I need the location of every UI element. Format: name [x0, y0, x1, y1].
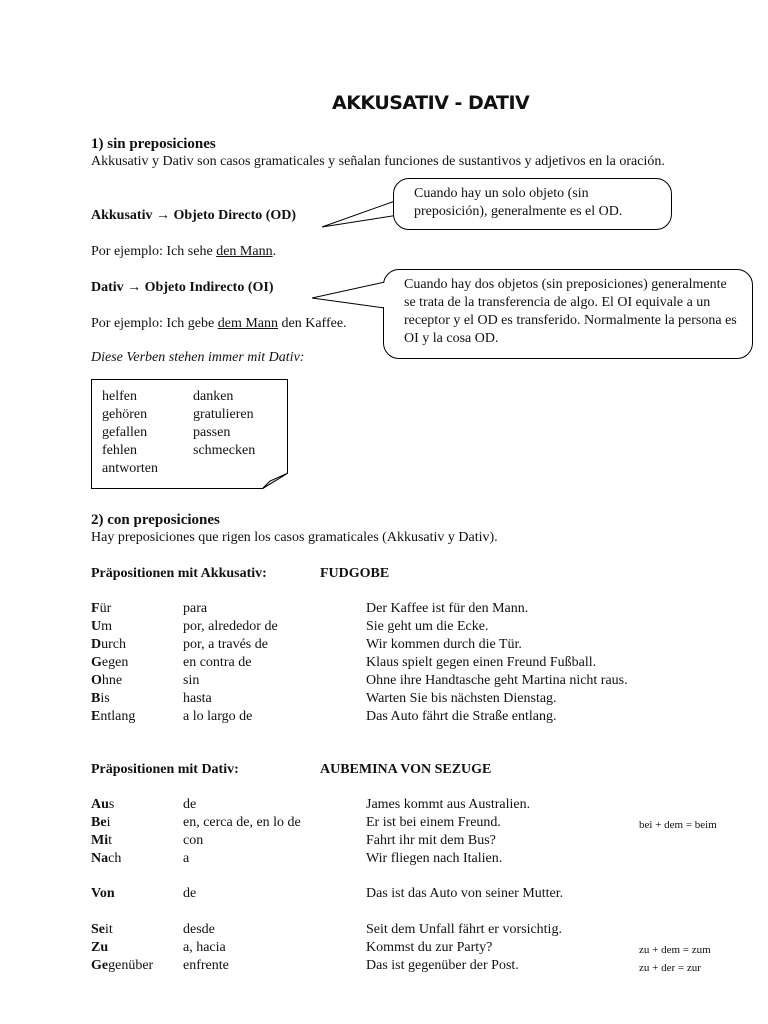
akk-example-suffix: . [272, 244, 277, 259]
preposition-bold-part: U [91, 619, 102, 634]
dat-mnemonic: AUBEMINA VON SEZUGE [320, 762, 492, 777]
callout-bubble-2 [383, 269, 753, 359]
section2-heading: 2) con preposiciones [91, 512, 220, 528]
contraction-note: bei + dem = beim [639, 819, 717, 831]
preposition-meaning: sin [183, 673, 200, 688]
preposition [91, 618, 112, 636]
preposition [91, 690, 110, 708]
preposition-meaning: para [183, 601, 208, 616]
dativ-target: Objeto Indirecto (OI) [144, 280, 274, 295]
preposition-bold-part: Ge [91, 958, 109, 973]
preposition-bold-part: Au [91, 797, 109, 812]
akkusativ-target: Objeto Directo (OD) [173, 208, 297, 223]
akkusativ-label: Akkusativ [91, 208, 153, 223]
preposition-bold-part: Mi [91, 833, 109, 848]
section2-intro: Hay preposiciones que rigen los casos gramaticales (Akkusativ y Dativ). [91, 530, 498, 545]
preposition-bold-part: Von [91, 886, 115, 901]
preposition-meaning: en, cerca de, en lo de [183, 815, 301, 830]
preposition-rest: it [105, 922, 113, 937]
preposition-rest: urch [101, 637, 127, 652]
preposition-rest: t [108, 833, 112, 848]
preposition [91, 939, 108, 957]
preposition-example: Warten Sie bis nächsten Dienstag. [366, 691, 557, 706]
preposition-meaning: a lo largo de [183, 709, 253, 724]
preposition-example: James kommt aus Australien. [366, 797, 531, 812]
preposition [91, 672, 122, 690]
preposition-meaning: a [183, 851, 190, 866]
preposition-meaning: de [183, 886, 197, 901]
contraction-note: zu + der = zur [639, 962, 701, 974]
callout-bubble-1 [393, 178, 672, 230]
preposition-bold-part: F [91, 601, 100, 616]
preposition-example: Sie geht um die Ecke. [366, 619, 489, 634]
preposition-meaning: a, hacia [183, 940, 226, 955]
verb-item: gefallen [102, 425, 148, 440]
preposition [91, 600, 111, 618]
contraction-note: zu + dem = zum [639, 944, 711, 956]
preposition-bold-part: Be [91, 815, 107, 830]
preposition [91, 654, 128, 672]
preposition-rest: is [100, 691, 110, 706]
preposition-example: Fahrt ihr mit dem Bus? [366, 833, 496, 848]
verb-item: antworten [102, 461, 158, 476]
preposition-example: Seit dem Unfall fährt er vorsichtig. [366, 922, 562, 937]
preposition-bold-part: Na [91, 851, 109, 866]
preposition-bold-part: O [91, 673, 102, 688]
preposition-bold-part: Zu [91, 940, 109, 955]
preposition [91, 921, 113, 939]
preposition-bold-part: B [91, 691, 101, 706]
akkusativ-example [91, 243, 276, 261]
akk-prep-heading: Präpositionen mit Akkusativ: [91, 566, 267, 581]
verb-item: gratulieren [193, 407, 254, 422]
dativ-verbs-note [91, 379, 288, 489]
preposition-bold-part: Se [91, 922, 105, 937]
preposition-rest: m [101, 619, 113, 634]
callout-bubble-2-text: Cuando hay dos objetos (sin preposiciones) generalmente se trata de la transferencia de algo. El OI equivale a un receptor y el OD es transferido. Normalmente la persona es OI y la cosa OD. [404, 277, 737, 346]
preposition [91, 885, 115, 903]
callout-bubble-1-text: Cuando hay un solo objeto (sin preposición), generalmente es el OD. [414, 186, 623, 219]
preposition-meaning: con [183, 833, 204, 848]
preposition-rest: ch [108, 851, 122, 866]
folded-corner-icon [262, 473, 288, 489]
page-title: AKKUSATIV - DATIV [332, 92, 530, 114]
akk-example-underlined: den Mann [216, 244, 273, 259]
preposition-example: Wir kommen durch die Tür. [366, 637, 522, 652]
preposition [91, 636, 126, 654]
dativ-rule [91, 279, 274, 297]
verbs-column-2 [193, 388, 255, 460]
arrow-right-icon: → [127, 280, 142, 295]
preposition [91, 796, 114, 814]
preposition [91, 832, 112, 850]
preposition-rest: i [106, 815, 111, 830]
preposition-example: Das ist gegenüber der Post. [366, 958, 519, 973]
preposition-meaning: por, a través de [183, 637, 268, 652]
dat-example-underlined: dem Mann [217, 316, 279, 331]
verb-item: gehören [102, 407, 148, 422]
verbs-intro: Diese Verben stehen immer mit Dativ: [91, 350, 305, 365]
verb-item: helfen [102, 389, 137, 404]
dativ-label: Dativ [91, 280, 124, 295]
preposition-meaning: en contra de [183, 655, 252, 670]
preposition-example: Wir fliegen nach Italien. [366, 851, 503, 866]
preposition-meaning: hasta [183, 691, 212, 706]
preposition-example: Ohne ihre Handtasche geht Martina nicht raus. [366, 673, 628, 688]
verb-item: schmecken [193, 443, 256, 458]
dat-example-prefix: Por ejemplo: Ich gebe [91, 316, 218, 331]
preposition-rest: egen [101, 655, 129, 670]
preposition [91, 814, 110, 832]
preposition [91, 708, 135, 726]
dat-example-suffix: den Kaffee. [278, 316, 347, 331]
verb-item: passen [193, 425, 231, 440]
arrow-right-icon: → [155, 208, 170, 223]
preposition [91, 850, 121, 868]
preposition-example: Das Auto fährt die Straße entlang. [366, 709, 557, 724]
preposition-example: Kommst du zur Party? [366, 940, 493, 955]
preposition-bold-part: E [91, 709, 101, 724]
preposition-bold-part: D [91, 637, 102, 652]
preposition-rest: ntlang [100, 709, 136, 724]
preposition-rest: ür [99, 601, 112, 616]
akkusativ-rule [91, 207, 296, 225]
akk-example-prefix: Por ejemplo: Ich sehe [91, 244, 217, 259]
verbs-column-1 [102, 388, 158, 478]
verb-item: danken [193, 389, 234, 404]
preposition-rest: hne [101, 673, 123, 688]
preposition-example: Der Kaffee ist für den Mann. [366, 601, 529, 616]
section1-intro: Akkusativ y Dativ son casos gramaticales y señalan funciones de sustantivos y adjetivos en la oración. [91, 154, 665, 169]
preposition-example: Das ist das Auto von seiner Mutter. [366, 886, 564, 901]
section1-heading: 1) sin preposiciones [91, 136, 216, 152]
preposition-bold-part: G [91, 655, 102, 670]
preposition-meaning: por, alrededor de [183, 619, 278, 634]
preposition-example: Klaus spielt gegen einen Freund Fußball. [366, 655, 597, 670]
preposition-meaning: de [183, 797, 197, 812]
verb-item: fehlen [102, 443, 137, 458]
dativ-example [91, 315, 347, 333]
dat-prep-heading: Präpositionen mit Dativ: [91, 762, 239, 777]
akk-mnemonic: FUDGOBE [320, 566, 390, 581]
preposition [91, 957, 153, 975]
preposition-rest: s [108, 797, 115, 812]
preposition-meaning: enfrente [183, 958, 229, 973]
preposition-meaning: desde [183, 922, 215, 937]
preposition-rest: genüber [108, 958, 154, 973]
preposition-example: Er ist bei einem Freund. [366, 815, 501, 830]
